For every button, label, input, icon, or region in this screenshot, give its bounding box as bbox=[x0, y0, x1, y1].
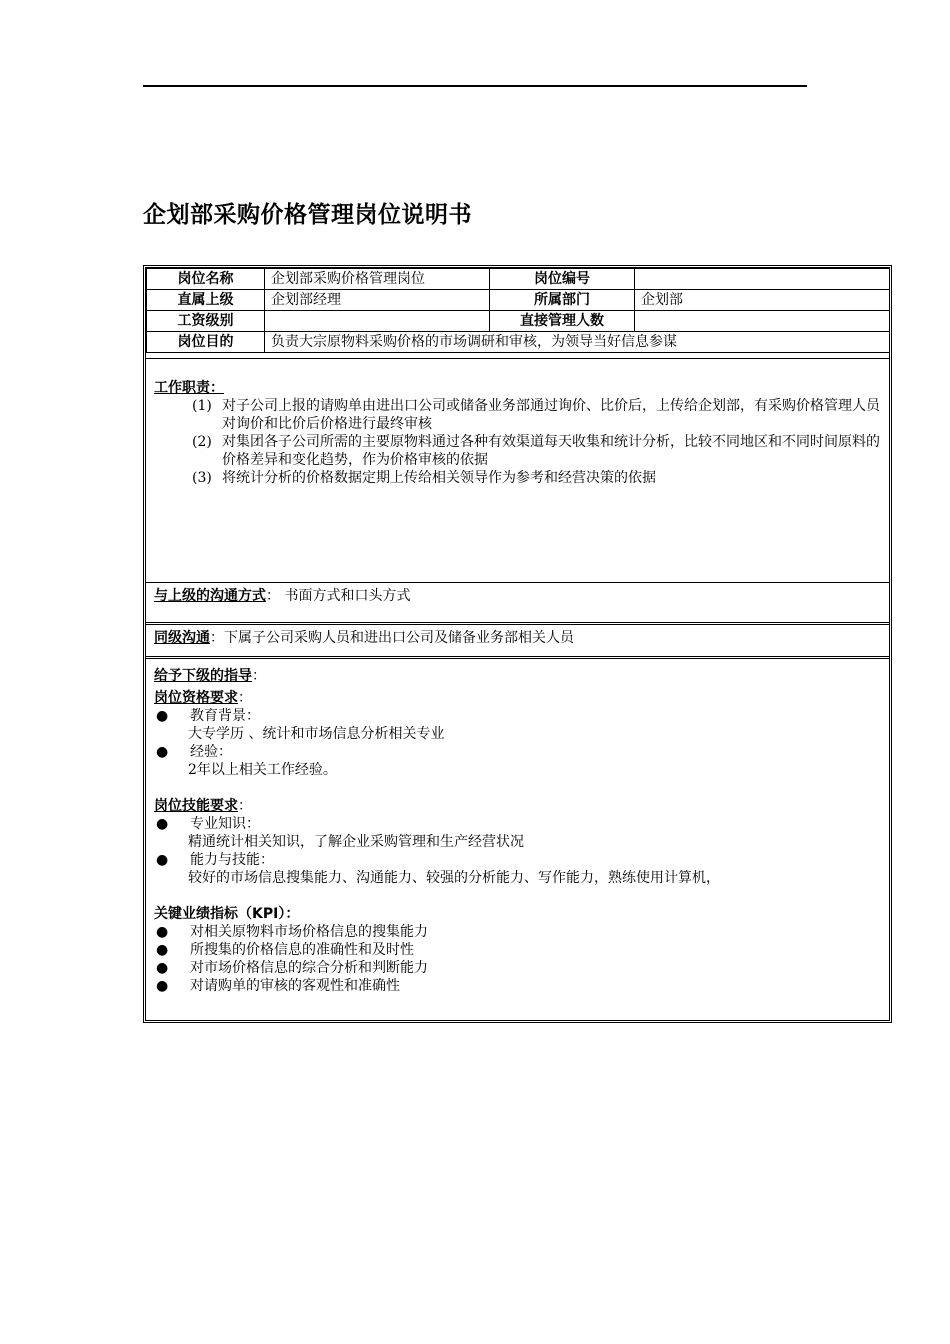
position-no-value bbox=[635, 269, 890, 290]
superior-comm-label: 与上级的沟通方式 bbox=[154, 588, 266, 604]
department-value: 企划部 bbox=[635, 290, 890, 311]
superior-value: 企划部经理 bbox=[265, 290, 490, 311]
bullet-icon: ● bbox=[156, 852, 169, 868]
kpi-item: 对相关原物料市场价格信息的搜集能力 bbox=[190, 924, 428, 940]
skills-colon: ： bbox=[238, 798, 252, 814]
duties-heading-colon: ： bbox=[210, 380, 224, 396]
position-name-label: 岗位名称 bbox=[147, 269, 265, 290]
managed-count-label: 直接管理人数 bbox=[490, 311, 635, 332]
bullet-icon: ● bbox=[156, 816, 169, 832]
list-item bbox=[154, 815, 881, 833]
peer-comm-label: 同级沟通 bbox=[154, 630, 210, 646]
kpi-item: 对请购单的审核的客观性和准确性 bbox=[190, 978, 400, 994]
bullet-icon: ● bbox=[156, 960, 169, 976]
qualification-detail: 2年以上相关工作经验。 bbox=[188, 762, 337, 778]
purpose-label: 岗位目的 bbox=[147, 332, 265, 353]
list-item bbox=[154, 397, 881, 433]
qualification-detail: 大专学历 、统计和市场信息分析相关专业 bbox=[188, 726, 445, 742]
qualification-name: 教育背景： bbox=[190, 708, 260, 724]
department-label: 所属部门 bbox=[490, 290, 635, 311]
peer-comm-value: 下属子公司采购人员和进出口公司及储备业务部相关人员 bbox=[224, 630, 574, 646]
header-rule bbox=[143, 85, 807, 87]
superior-label: 直属上级 bbox=[147, 290, 265, 311]
position-no-label: 岗位编号 bbox=[490, 269, 635, 290]
list-item bbox=[154, 959, 881, 977]
duty-number: (1) bbox=[192, 398, 212, 414]
kpi-heading bbox=[154, 905, 881, 923]
duty-number: (3) bbox=[192, 470, 212, 486]
list-item bbox=[154, 707, 881, 725]
list-item bbox=[154, 433, 881, 469]
list-item bbox=[154, 977, 881, 995]
duty-text: 对子公司上报的请购单由进出口公司或储备业务部通过询价、比价后，上传给企划部，有采购价格管理人员对询价和比价后价格进行最终审核 bbox=[222, 398, 880, 432]
peer-communication-section bbox=[146, 622, 889, 656]
peer-comm-colon: ： bbox=[210, 630, 224, 646]
managed-count-value bbox=[635, 311, 890, 332]
skill-name: 专业知识： bbox=[190, 816, 260, 832]
bullet-icon: ● bbox=[156, 744, 169, 760]
table-row bbox=[147, 269, 890, 290]
bullet-icon: ● bbox=[156, 942, 169, 958]
duty-text: 将统计分析的价格数据定期上传给相关领导作为参考和经营决策的依据 bbox=[222, 470, 656, 486]
kpi-item: 所搜集的价格信息的准确性和及时性 bbox=[190, 942, 414, 958]
kpi-item: 对市场价格信息的综合分析和判断能力 bbox=[190, 960, 428, 976]
bullet-icon: ● bbox=[156, 708, 169, 724]
table-row bbox=[147, 290, 890, 311]
guidance-colon: ： bbox=[252, 668, 266, 684]
duties-heading bbox=[154, 379, 881, 397]
list-item bbox=[154, 941, 881, 959]
requirements-section bbox=[146, 656, 889, 1020]
superior-comm-colon: ： bbox=[266, 588, 280, 604]
document-title: 企划部采购价格管理岗位说明书 bbox=[143, 202, 472, 228]
qualifications-heading bbox=[154, 689, 881, 707]
bullet-icon: ● bbox=[156, 924, 169, 940]
superior-communication-section bbox=[146, 582, 889, 622]
guidance-label: 给予下级的指导 bbox=[154, 668, 252, 684]
qualification-name: 经验： bbox=[190, 744, 232, 760]
table-row bbox=[147, 332, 890, 353]
superior-comm-value: 书面方式和口头方式 bbox=[284, 588, 411, 604]
bullet-icon: ● bbox=[156, 978, 169, 994]
skills-heading bbox=[154, 797, 881, 815]
salary-value bbox=[265, 311, 490, 332]
list-item bbox=[154, 923, 881, 941]
list-item bbox=[154, 851, 881, 869]
duty-number: (2) bbox=[192, 434, 212, 450]
skill-detail: 精通统计相关知识，了解企业采购管理和生产经营状况 bbox=[188, 834, 524, 850]
qualifications-colon: ： bbox=[238, 690, 252, 706]
job-description-frame bbox=[143, 265, 892, 1023]
duties-heading-label: 工作职责 bbox=[154, 380, 210, 396]
salary-label: 工资级别 bbox=[147, 311, 265, 332]
table-row bbox=[147, 311, 890, 332]
list-item bbox=[154, 743, 881, 761]
position-name-value: 企划部采购价格管理岗位 bbox=[265, 269, 490, 290]
guidance-heading bbox=[154, 667, 881, 685]
qualifications-label: 岗位资格要求 bbox=[154, 690, 238, 706]
position-info-table bbox=[146, 268, 890, 353]
duty-text: 对集团各子公司所需的主要原物料通过各种有效渠道每天收集和统计分析，比较不同地区和不同时间原料的价格差异和变化趋势，作为价格审核的依据 bbox=[222, 434, 880, 468]
list-item bbox=[154, 469, 881, 487]
skill-detail: 较好的市场信息搜集能力、沟通能力、较强的分析能力、写作能力，熟练使用计算机， bbox=[188, 870, 720, 886]
kpi-label: 关键业绩指标（KPI）： bbox=[154, 906, 300, 922]
skills-label: 岗位技能要求 bbox=[154, 798, 238, 814]
purpose-value: 负责大宗原物料采购价格的市场调研和审核，为领导当好信息参谋 bbox=[265, 332, 890, 353]
duties-section bbox=[146, 358, 889, 582]
skill-name: 能力与技能： bbox=[190, 852, 274, 868]
